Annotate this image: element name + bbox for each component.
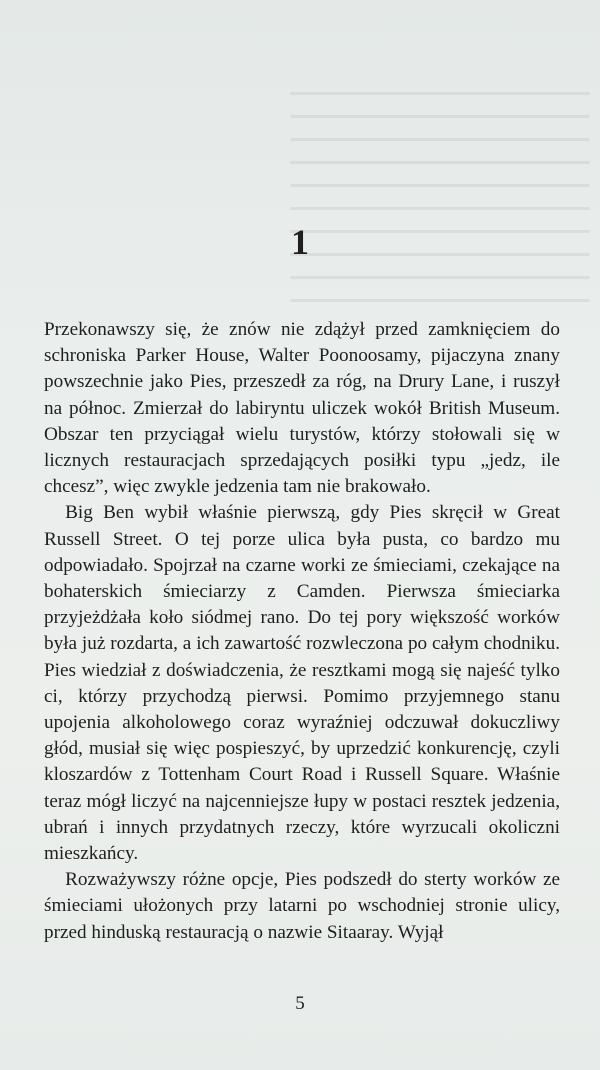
paragraph: Rozważywszy różne opcje, Pies podszedł do sterty worków ze śmieciami ułożonych przy latarni po wschodniej stronie ulicy, przed hinduską restauracją o nazwie Sitaaray. Wyjął	[44, 869, 560, 943]
chapter-body	[44, 317, 560, 946]
chapter-number: 1	[291, 222, 309, 262]
paragraph: Przekonawszy się, że znów nie zdążył przed zamknięciem do schroniska Parker House, Walter Poonoosamy, pijaczyna znany powszechnie jako Pies, przeszedł za róg, na Drury Lane, i ruszył na północ. Zmierzał do labiryntu uliczek wokół British Museum. Obszar ten przyciągał wielu turystów, którzy stołowali się w licznych restauracjach sprzedających posiłki typu „jedz, ile chcesz”, więc zwykle jedzenia tam nie brakowało.	[44, 319, 560, 498]
page-number: 5	[295, 993, 305, 1014]
show-through-text	[290, 92, 590, 332]
paragraph: Big Ben wybił właśnie pierwszą, gdy Pies skręcił w Great Russell Street. O tej porze ulica była pusta, co bardzo mu odpowiadało. Spojrzał na czarne worki ze śmieciami, czekające na bohaterskich śmieciarzy z Camden. Pierwsza śmieciarka przyjeżdżała koło siódmej rano. Do tej pory większość worków była już rozdarta, a ich zawartość rozwleczona po całym chodniku. Pies wiedział z doświadczenia, że resztkami mogą się najeść tylko ci, którzy przychodzą pierwsi. Pomimo przyjemnego stanu upojenia alkoholowego coraz wyraźniej odczuwał dokuczliwy głód, musiał się więc pospieszyć, by uprzedzić konkurencję, czyli kloszardów z Tottenham Court Road i Russell Square. Właśnie teraz mógł liczyć na najcenniejsze łupy w postaci resztek jedzenia, ubrań i innych przydatnych rzeczy, które wyrzucali okoliczni mieszkańcy.	[44, 502, 560, 865]
